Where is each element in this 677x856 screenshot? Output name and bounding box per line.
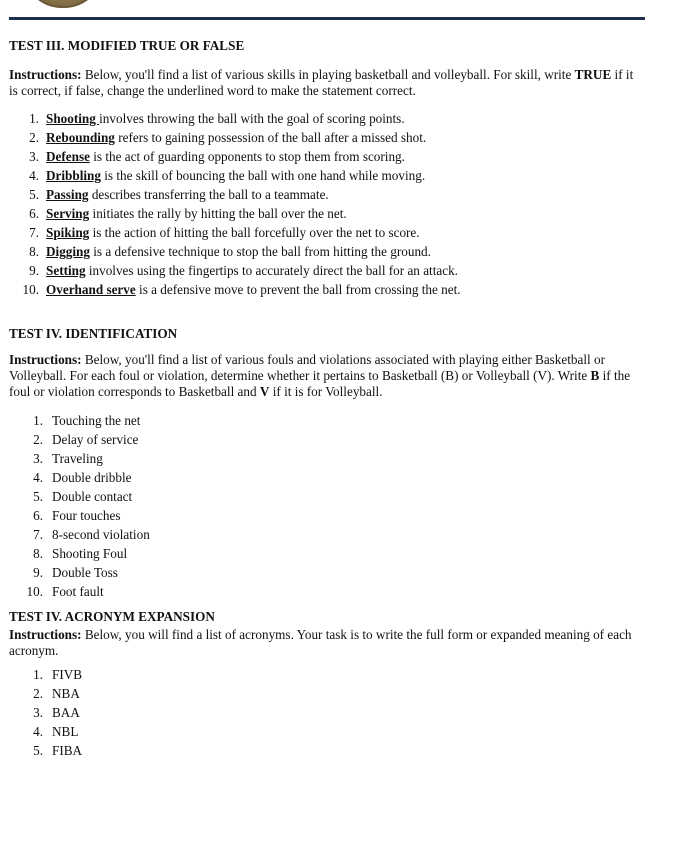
test-iv-heading: TEST IV. IDENTIFICATION: [9, 326, 178, 341]
underlined-term: Rebounding: [46, 130, 115, 145]
skills-list: [9, 109, 639, 299]
item-number: 3.: [33, 451, 43, 466]
list-item: [9, 703, 639, 722]
item-number: 4.: [33, 724, 43, 739]
fouls-list: [9, 411, 639, 601]
item-text: FIBA: [52, 743, 83, 758]
instructions-label: Instructions:: [9, 67, 82, 82]
instructions-bold-v: V: [259, 384, 270, 399]
item-text: Delay of service: [52, 432, 139, 447]
item-number: 9.: [29, 263, 39, 278]
item-text: is the skill of bouncing the ball with one hand while moving.: [100, 168, 426, 183]
list-item: [9, 487, 639, 506]
item-text: Foot fault: [52, 584, 104, 599]
instructions-label: Instructions:: [9, 627, 82, 642]
list-item: [9, 449, 639, 468]
item-number: 2.: [29, 130, 39, 145]
underlined-term: Overhand serve: [46, 282, 136, 297]
item-text: is a defensive technique to stop the ball from hitting the ground.: [89, 244, 431, 259]
list-item: [9, 665, 639, 684]
item-text: FIVB: [52, 667, 83, 682]
list-item: [9, 722, 639, 741]
list-item: [9, 544, 639, 563]
item-text: involves throwing the ball with the goal of scoring points.: [99, 111, 405, 126]
instructions-text: if it is for Volleyball.: [269, 384, 383, 399]
item-number: 1.: [29, 111, 39, 126]
list-item: [9, 430, 639, 449]
item-text: Shooting Foul: [52, 546, 128, 561]
list-item: [9, 261, 639, 280]
item-number: 8.: [29, 244, 39, 259]
item-text: involves using the fingertips to accurately direct the ball for an attack.: [85, 263, 458, 278]
item-text: BAA: [52, 705, 80, 720]
underlined-term: Setting: [46, 263, 86, 278]
instructions-text: Below, you'll find a list of various fouls and violations associated with playing either Basketball or Volleyball. For each foul or violation, determine whether it pertains to Basketball (B) or Volleyball (V). Write: [9, 352, 605, 383]
item-number: 4.: [29, 168, 39, 183]
instructions-text: if it is correct, if false, change the underlined word to make the statement correct.: [9, 67, 634, 98]
underlined-term: Passing: [46, 187, 89, 202]
list-item: [9, 525, 639, 544]
test-iv-identification-section: [9, 326, 639, 601]
item-text: NBA: [52, 686, 80, 701]
item-number: 6.: [29, 206, 39, 221]
list-item: [9, 563, 639, 582]
list-item: [9, 468, 639, 487]
instructions-text: Below, you will find a list of acronyms. Your task is to write the full form or expanded meaning of each acronym.: [9, 627, 632, 658]
list-item: [9, 128, 639, 147]
underlined-term: Defense: [46, 149, 90, 164]
item-number: 5.: [33, 489, 43, 504]
item-number: 10.: [22, 282, 39, 297]
list-item: [9, 109, 639, 128]
instructions-bold-b: B: [590, 368, 600, 383]
underlined-term: Dribbling: [46, 168, 101, 183]
worksheet-content: [9, 38, 639, 760]
list-item: [9, 684, 639, 703]
instructions-text: if the foul or violation corresponds to Basketball and: [9, 368, 631, 399]
item-number: 3.: [33, 705, 43, 720]
instructions-text: Below, you'll find a list of various skills in playing basketball and volleyball. For skill, write: [81, 67, 575, 82]
item-text: Double contact: [52, 489, 133, 504]
item-number: 7.: [33, 527, 43, 542]
list-item: [9, 223, 639, 242]
item-text: is the act of guarding opponents to stop them from scoring.: [89, 149, 405, 164]
item-number: 1.: [33, 667, 43, 682]
list-item: [9, 242, 639, 261]
list-item: [9, 204, 639, 223]
list-item: [9, 166, 639, 185]
item-number: 4.: [33, 470, 43, 485]
list-item: [9, 185, 639, 204]
list-item: [9, 147, 639, 166]
acronym-heading: TEST IV. ACRONYM EXPANSION: [9, 609, 215, 624]
item-number: 5.: [33, 743, 43, 758]
item-number: 10.: [26, 584, 43, 599]
item-number: 7.: [29, 225, 39, 240]
header-divider: [9, 17, 645, 20]
item-text: is a defensive move to prevent the ball from crossing the net.: [135, 282, 461, 297]
underlined-term: Digging: [46, 244, 90, 259]
item-number: 8.: [33, 546, 43, 561]
list-item: [9, 506, 639, 525]
instructions-label: Instructions:: [9, 352, 82, 367]
acronym-instructions: [9, 627, 639, 659]
item-number: 1.: [33, 413, 43, 428]
test-iii-heading: TEST III. MODIFIED TRUE OR FALSE: [9, 38, 245, 53]
item-number: 5.: [29, 187, 39, 202]
item-text: initiates the rally by hitting the ball over the net.: [89, 206, 347, 221]
test-iii-instructions: [9, 67, 639, 99]
acronym-list: [9, 665, 639, 760]
school-seal-logo: [22, 0, 104, 8]
item-number: 2.: [33, 432, 43, 447]
list-item: [9, 280, 639, 299]
list-item: [9, 741, 639, 760]
item-text: describes transferring the ball to a teammate.: [88, 187, 329, 202]
list-item: [9, 582, 639, 601]
item-text: is the action of hitting the ball forcefully over the net to score.: [89, 225, 420, 240]
item-number: 9.: [33, 565, 43, 580]
test-iv-acronym-section: [9, 609, 639, 760]
underlined-term: Serving: [46, 206, 90, 221]
underlined-term: Shooting: [46, 111, 100, 126]
item-number: 2.: [33, 686, 43, 701]
list-item: [9, 411, 639, 430]
test-iv-instructions: [9, 352, 639, 400]
item-text: Touching the net: [52, 413, 141, 428]
underlined-term: Spiking: [46, 225, 90, 240]
instructions-bold-true: TRUE: [574, 67, 612, 82]
item-text: refers to gaining possession of the ball after a missed shot.: [114, 130, 427, 145]
item-text: Traveling: [52, 451, 103, 466]
test-iii-section: [9, 38, 639, 299]
item-text: Double dribble: [52, 470, 132, 485]
item-text: NBL: [52, 724, 79, 739]
item-text: 8-second violation: [52, 527, 150, 542]
item-number: 3.: [29, 149, 39, 164]
item-number: 6.: [33, 508, 43, 523]
item-text: Four touches: [52, 508, 121, 523]
item-text: Double Toss: [52, 565, 118, 580]
